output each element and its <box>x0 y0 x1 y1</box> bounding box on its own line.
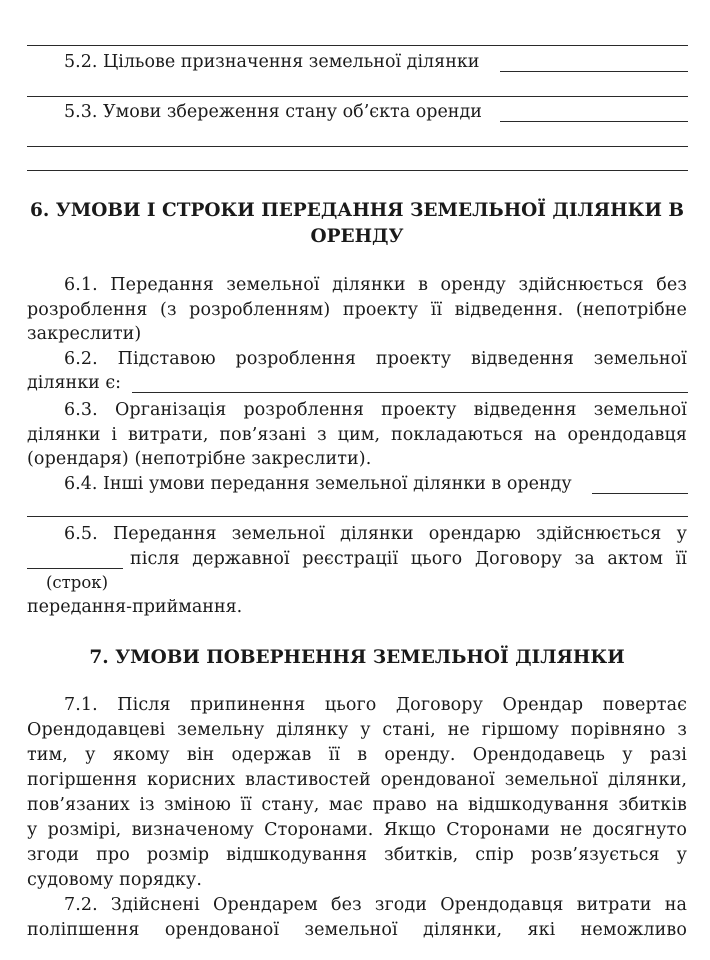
clause-6-1-line1: 6.1. Передання земельної ділянки в оренду здійснюється без <box>64 275 687 295</box>
clause-6-3-line2: ділянки і витрати, пов’язані з цим, покладаються на орендодавця <box>27 425 687 445</box>
fill-in-field <box>500 121 688 122</box>
clause-6-3-line1: 6.3. Організація розроблення проекту відведення земельної <box>64 400 687 420</box>
fill-in-line <box>27 146 688 147</box>
clause-7-2-line2: поліпшення орендованої земельної ділянки, які неможливо <box>27 920 687 940</box>
fill-in-line <box>27 170 688 171</box>
clause-6-1-line2: розроблення (з розробленням) проекту її відведення. (непотрібне <box>27 300 687 320</box>
clause-5-2-label: 5.2. Цільове призначення земельної ділянки <box>64 52 480 72</box>
clause-7-1-line3: тим, у якому він одержав її в оренду. Орендодавець у разі <box>27 745 687 765</box>
fill-in-line <box>27 96 688 97</box>
fill-in-field <box>27 568 123 569</box>
clause-6-3-line3: (орендаря) (непотрібне закреслити). <box>27 449 372 469</box>
fill-in-line <box>27 45 688 46</box>
section-6-heading-line2: ОРЕНДУ <box>310 226 404 247</box>
clause-6-1-line3: закреслити) <box>27 324 142 344</box>
clause-7-1-line2: Орендодавцеві земельну ділянку у стані, не гіршому порівняно з <box>27 720 687 740</box>
clause-6-2-line2: ділянки є: <box>27 373 122 393</box>
clause-7-1-line1: 7.1. Після припинення цього Договору Орендар повертає <box>64 695 687 715</box>
clause-6-5-line2: після державної реєстрації цього Договору за актом її <box>130 549 687 569</box>
fill-in-field <box>592 493 688 494</box>
clause-6-5-term-note: (строк) <box>46 573 109 592</box>
clause-7-1-line5: пов’язаних із зміною її стану, має право на відшкодування збитків <box>27 795 687 815</box>
fill-in-field <box>500 71 688 72</box>
clause-5-3-label: 5.3. Умови збереження стану об’єкта оренди <box>64 102 482 122</box>
clause-7-2-line1: 7.2. Здійснені Орендарем без згоди Орендодавця витрати на <box>64 895 687 915</box>
clause-6-5-line1: 6.5. Передання земельної ділянки орендарю здійснюється у <box>64 524 687 544</box>
clause-6-5-line3: передання-приймання. <box>27 597 243 617</box>
fill-in-field <box>132 392 688 393</box>
section-7-heading: 7. УМОВИ ПОВЕРНЕННЯ ЗЕМЕЛЬНОЇ ДІЛЯНКИ <box>89 647 625 668</box>
clause-7-1-line6: у розмірі, визначеному Сторонами. Якщо Сторонами не досягнуто <box>27 820 687 840</box>
clause-6-4-line1: 6.4. Інші умови передання земельної ділянки в оренду <box>64 474 572 494</box>
clause-7-1-line8: судовому порядку. <box>27 870 202 890</box>
section-6-heading-line1: 6. УМОВИ І СТРОКИ ПЕРЕДАННЯ ЗЕМЕЛЬНОЇ ДІЛЯНКИ В <box>29 200 685 221</box>
clause-7-1-line4: погіршення корисних властивостей орендованої земельної ділянки, <box>27 770 687 790</box>
clause-6-2-line1: 6.2. Підставою розроблення проекту відведення земельної <box>64 349 687 369</box>
fill-in-line <box>27 516 688 517</box>
clause-7-1-line7: згоди про розмір відшкодування збитків, спір розв’язується у <box>27 845 687 865</box>
